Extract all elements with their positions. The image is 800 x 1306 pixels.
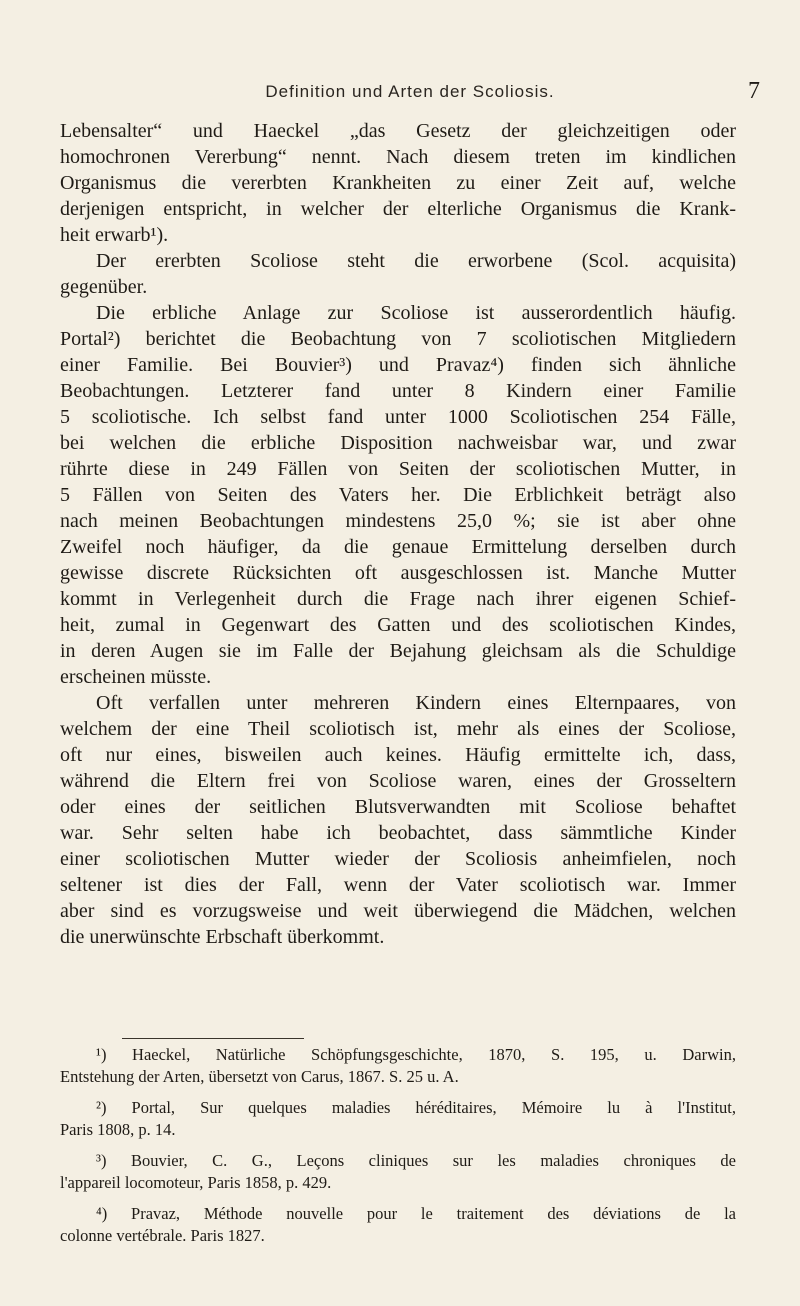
text-line: während die Eltern frei von Scoliose waren, eines der Grosseltern — [60, 770, 736, 792]
running-title: Definition und Arten der Scoliosis. — [265, 82, 555, 101]
text-line: Lebensalter“ und Haeckel „das Gesetz der gleichzeitigen oder — [60, 120, 736, 142]
text-line: einer scoliotischen Mutter wieder der Scoliosis anheimfielen, noch — [60, 848, 736, 870]
text-line: kommt in Verlegenheit durch die Frage nach ihrer eigenen Schief- — [60, 588, 736, 610]
text-line: heit, zumal in Gegenwart des Gatten und des scoliotischen Kindes, — [60, 614, 736, 636]
text-line: aber sind es vorzugsweise und weit überwiegend die Mädchen, welchen — [60, 900, 736, 922]
page-number: 7 — [748, 78, 760, 104]
text-line: welchem der eine Theil scoliotisch ist, mehr als eines der Scoliose, — [60, 718, 736, 740]
text-line: heit erwarb¹). — [60, 224, 169, 246]
footnote-line: Entstehung der Arten, übersetzt von Carus, 1867. S. 25 u. A. — [60, 1066, 459, 1086]
footnote-line: colonne vertébrale. Paris 1827. — [60, 1225, 265, 1245]
footnote-4 — [60, 1203, 736, 1246]
footnote-2 — [60, 1097, 736, 1140]
footnote-line: Paris 1808, p. 14. — [60, 1119, 176, 1139]
text-line: bei welchen die erbliche Disposition nachweisbar war, und zwar — [60, 432, 736, 454]
text-line: die unerwünschte Erbschaft überkommt. — [60, 926, 385, 948]
footnote-3 — [60, 1150, 736, 1193]
text-line: erscheinen müsste. — [60, 666, 212, 688]
footnote-divider — [122, 1038, 304, 1039]
footnote-line: ²) Portal, Sur quelques maladies héréditaires, Mémoire lu à l'Institut, — [96, 1098, 736, 1117]
text-line: homochronen Vererbung“ nennt. Nach diesem treten im kindlichen — [60, 146, 736, 168]
text-line: derjenigen entspricht, in welcher der elterliche Organismus die Krank- — [60, 198, 736, 220]
footnote-line: ⁴) Pravaz, Méthode nouvelle pour le traitement des déviations de la — [96, 1204, 736, 1223]
text-line: rührte diese in 249 Fällen von Seiten der scoliotischen Mutter, in — [60, 458, 736, 480]
footnote-line: l'appareil locomoteur, Paris 1858, p. 429. — [60, 1172, 332, 1192]
text-line: einer Familie. Bei Bouvier³) und Pravaz⁴) finden sich ähnliche — [60, 354, 736, 376]
text-line: Beobachtungen. Letzterer fand unter 8 Kindern einer Familie — [60, 380, 736, 402]
footnote-line: ³) Bouvier, C. G., Leçons cliniques sur les maladies chroniques de — [96, 1151, 736, 1170]
page-header — [60, 78, 760, 108]
text-line: 5 Fällen von Seiten des Vaters her. Die Erblichkeit beträgt also — [60, 484, 736, 506]
text-line: in deren Augen sie im Falle der Bejahung gleichsam als die Schuldige — [60, 640, 736, 662]
text-line: oft nur eines, bisweilen auch keines. Häufig ermittelte ich, dass, — [60, 744, 736, 766]
text-line: Die erbliche Anlage zur Scoliose ist ausserordentlich häufig. — [96, 302, 736, 324]
body-text — [60, 118, 736, 950]
text-line: war. Sehr selten habe ich beobachtet, dass sämmtliche Kinder — [60, 822, 736, 844]
text-line: oder eines der seitlichen Blutsverwandten mit Scoliose behaftet — [60, 796, 736, 818]
text-line: gewisse discrete Rücksichten oft ausgeschlossen ist. Manche Mutter — [60, 562, 736, 584]
text-line: Portal²) berichtet die Beobachtung von 7 scoliotischen Mitgliedern — [60, 328, 736, 350]
text-line: seltener ist dies der Fall, wenn der Vater scoliotisch war. Immer — [60, 874, 736, 896]
text-line: Zweifel noch häufiger, da die genaue Ermittelung derselben durch — [60, 536, 736, 558]
footnotes — [60, 1044, 736, 1246]
text-line: gegenüber. — [60, 276, 148, 298]
footnote-1 — [60, 1044, 736, 1087]
footnote-line: ¹) Haeckel, Natürliche Schöpfungsgeschichte, 1870, S. 195, u. Darwin, — [96, 1045, 736, 1064]
text-line: 5 scoliotische. Ich selbst fand unter 1000 Scoliotischen 254 Fälle, — [60, 406, 736, 428]
text-line: nach meinen Beobachtungen mindestens 25,0 %; sie ist aber ohne — [60, 510, 736, 532]
text-line: Organismus die vererbten Krankheiten zu einer Zeit auf, welche — [60, 172, 736, 194]
text-line: Der ererbten Scoliose steht die erworbene (Scol. acquisita) — [96, 250, 736, 272]
text-line: Oft verfallen unter mehreren Kindern eines Elternpaares, von — [96, 692, 736, 714]
